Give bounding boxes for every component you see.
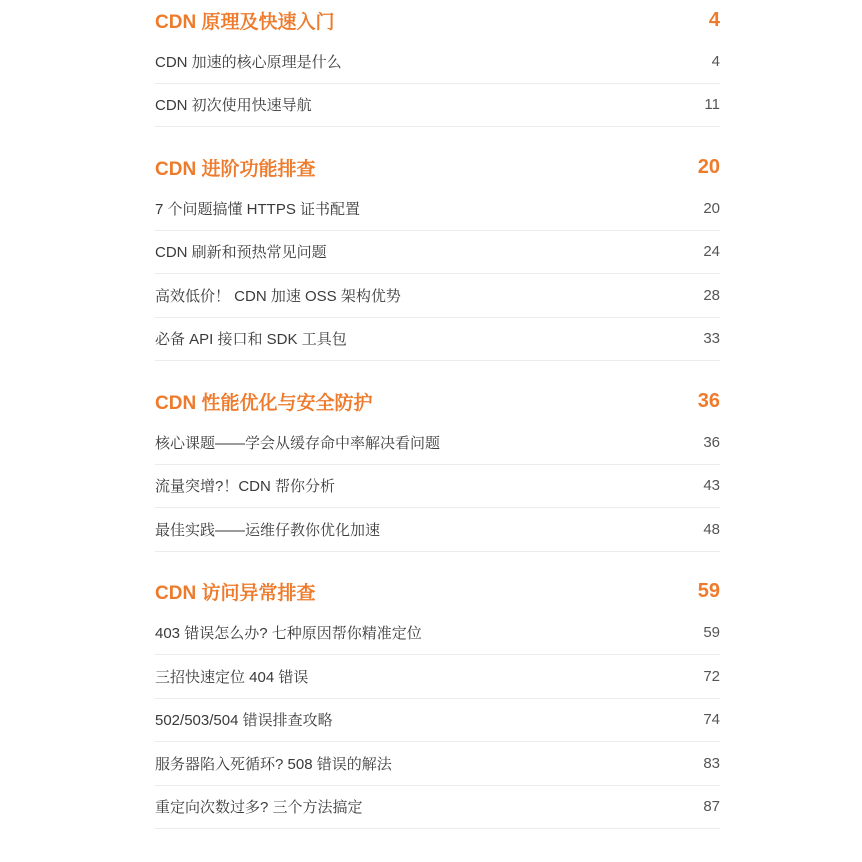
section-heading[interactable] xyxy=(155,0,720,40)
entry-title: 三招快速定位 404 错误 xyxy=(155,668,309,686)
toc-entry[interactable] xyxy=(155,40,720,84)
toc-entry[interactable] xyxy=(155,699,720,743)
section-title: CDN 访问异常排查 xyxy=(155,583,316,604)
section-page-number: 59 xyxy=(697,580,720,602)
toc-entry[interactable] xyxy=(155,187,720,231)
entry-page-number: 24 xyxy=(703,243,720,261)
toc-section xyxy=(155,572,720,830)
entry-title: 7 个问题搞懂 HTTPS 证书配置 xyxy=(155,200,361,218)
table-of-contents xyxy=(155,0,720,829)
toc-entry[interactable] xyxy=(155,231,720,275)
toc-section xyxy=(155,147,720,361)
toc-entry[interactable] xyxy=(155,274,720,318)
entry-page-number: 48 xyxy=(703,520,720,538)
toc-entry[interactable] xyxy=(155,786,720,830)
entry-title: CDN 初次使用快速导航 xyxy=(155,97,312,115)
entry-title: CDN 加速的核心原理是什么 xyxy=(155,53,342,71)
entry-title: 502/503/504 错误排查攻略 xyxy=(155,712,333,730)
entry-page-number: 83 xyxy=(703,754,720,772)
section-page-number: 20 xyxy=(697,155,720,178)
entry-page-number: 4 xyxy=(711,52,720,70)
entry-page-number: 59 xyxy=(703,624,720,642)
entry-title: CDN 刷新和预热常见问题 xyxy=(155,244,327,262)
section-page-number: 4 xyxy=(708,8,720,31)
toc-section xyxy=(155,381,720,552)
section-title: CDN 原理及快速入门 xyxy=(155,11,335,33)
toc-entry[interactable] xyxy=(155,612,720,656)
entry-page-number: 33 xyxy=(703,330,720,348)
entry-title: 高效低价！ CDN 加速 OSS 架构优势 xyxy=(155,287,401,305)
section-heading[interactable] xyxy=(155,572,720,612)
entry-title: 服务器陷入死循环? 508 错误的解法 xyxy=(155,755,392,773)
toc-entry[interactable] xyxy=(155,421,720,465)
entry-title: 最佳实践——运维仔教你优化加速 xyxy=(155,521,381,539)
toc-entry[interactable] xyxy=(155,655,720,699)
entry-page-number: 20 xyxy=(703,199,720,217)
entry-page-number: 72 xyxy=(703,667,720,685)
entry-title: 403 错误怎么办? 七种原因帮你精准定位 xyxy=(155,625,422,643)
entry-title: 必备 API 接口和 SDK 工具包 xyxy=(155,331,347,349)
section-title: CDN 进阶功能排查 xyxy=(155,158,316,180)
toc-entry[interactable] xyxy=(155,318,720,362)
toc-entry[interactable] xyxy=(155,465,720,509)
section-heading[interactable] xyxy=(155,381,720,421)
toc-entry[interactable] xyxy=(155,742,720,786)
entry-page-number: 87 xyxy=(703,798,720,816)
entry-page-number: 11 xyxy=(704,96,720,114)
toc-section xyxy=(155,0,720,127)
entry-page-number: 36 xyxy=(703,433,720,451)
toc-entry[interactable] xyxy=(155,508,720,552)
section-page-number: 36 xyxy=(697,389,720,412)
entry-title: 核心课题——学会从缓存命中率解决看问题 xyxy=(155,434,441,452)
entry-page-number: 28 xyxy=(703,286,720,304)
entry-title: 重定向次数过多? 三个方法搞定 xyxy=(155,799,363,817)
entry-page-number: 74 xyxy=(703,711,720,729)
entry-page-number: 43 xyxy=(703,477,720,495)
section-heading[interactable] xyxy=(155,147,720,187)
toc-entry[interactable] xyxy=(155,84,720,128)
section-title: CDN 性能优化与安全防护 xyxy=(155,392,373,414)
entry-title: 流量突增?！CDN 帮你分析 xyxy=(155,478,336,496)
